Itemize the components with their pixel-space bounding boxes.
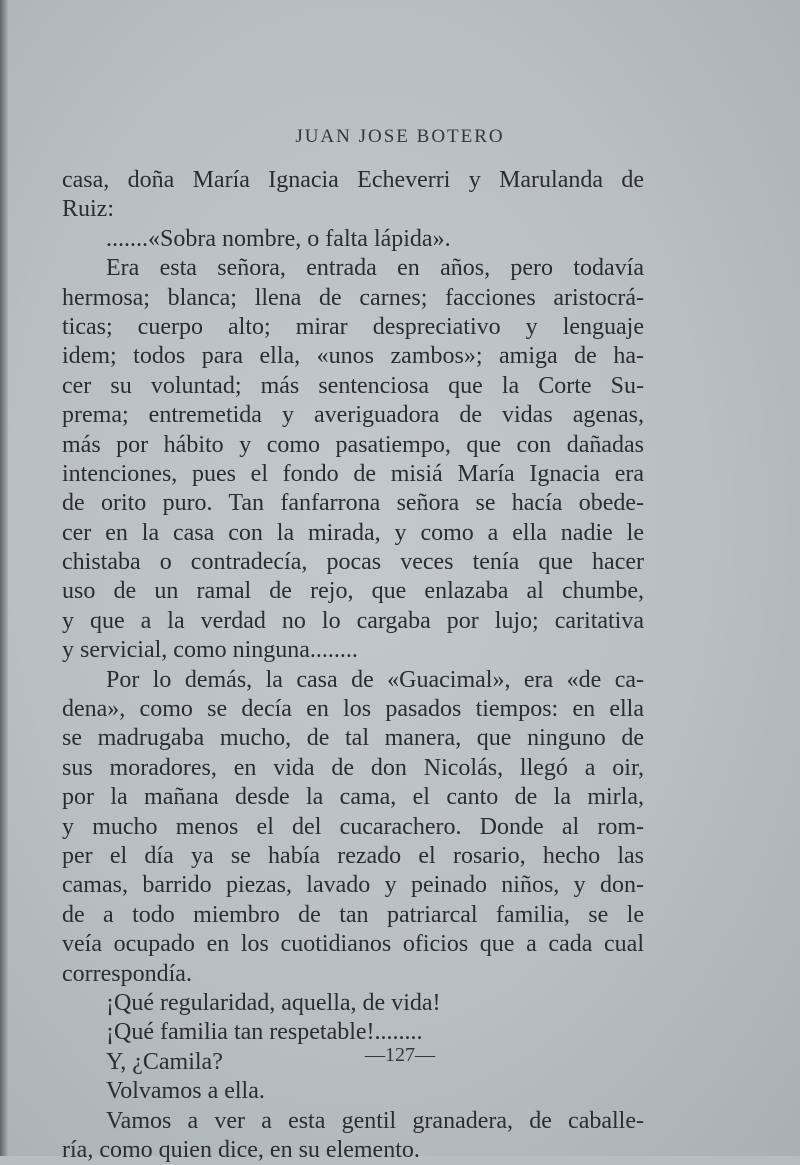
text-line: intenciones, pues el fondo de misiá María Ignacia era [62,460,644,487]
binding-edge [0,0,8,1156]
text-line: ¡Qué familia tan respetable!........ [106,1019,423,1046]
text-line: Era esta señora, entrada en años, pero todavía [106,255,644,282]
text-line: veía ocupado en los cuotidianos oficios que a cada cual [62,931,644,958]
text-line: prema; entremetida y averiguadora de vidas agenas, [62,402,644,429]
running-head: JUAN JOSE BOTERO [295,126,505,147]
text-line: ticas; cuerpo alto; mirar despreciativo y lenguaje [62,313,644,340]
text-line: chistaba o contradecía, pocas veces tenía que hacer [62,549,644,576]
text-line: casa, doña María Ignacia Echeverri y Marulanda de [62,167,644,193]
text-line: por la mañana desde la cama, el canto de la mirla, [62,784,644,811]
text-line: más por hábito y como pasatiempo, que con dañadas [62,431,644,458]
text-line: dena», como se decía en los pasados tiempos: en ella [62,696,644,723]
text-line: sus moradores, en vida de don Nicolás, llegó a oir, [62,754,644,781]
text-line: y que a la verdad no lo cargaba por lujo; caritativa [62,607,644,634]
text-line: de a todo miembro de tan patriarcal familia, se le [62,901,644,928]
text-line: Vamos a ver a esta gentil granadera, de caballe- [106,1107,644,1134]
text-line: y mucho menos el del cucarachero. Donde al rom- [62,813,644,840]
text-line: y servicial, como ninguna........ [62,637,358,664]
text-line: cer en la casa con la mirada, y como a ella nadie le [62,519,644,546]
text-line: Volvamos a ella. [106,1078,265,1105]
text-line: correspondía. [62,960,192,987]
text-line: per el día ya se había rezado el rosario, hecho las [62,842,644,869]
page-number: —127— [365,1044,435,1066]
text-line: ría, como quien dice, en su elemento. [62,1136,420,1163]
text-line: hermosa; blanca; llena de carnes; facciones aristocrá- [62,284,644,311]
text-line: Ruiz: [62,196,114,223]
text-line: camas, barrido piezas, lavado y peinado niños, y don- [62,872,644,899]
body-text [62,166,644,1165]
text-line: idem; todos para ella, «unos zambos»; amiga de ha- [62,343,644,370]
text-line: ¡Qué regularidad, aquella, de vida! [106,989,441,1016]
text-line: Por lo demás, la casa de «Guacimal», era «de ca- [106,666,644,693]
text-line: .......«Sobra nombre, o falta lápida». [106,225,451,252]
text-line: de orito puro. Tan fanfarrona señora se hacía obede- [62,490,644,517]
text-line: Y, ¿Camila? [106,1048,223,1075]
text-line: uso de un ramal de rejo, que enlazaba al chumbe, [62,578,644,605]
text-line: cer su voluntad; más sentenciosa que la Corte Su- [62,372,644,399]
text-line: se madrugaba mucho, de tal manera, que ninguno de [62,725,644,752]
